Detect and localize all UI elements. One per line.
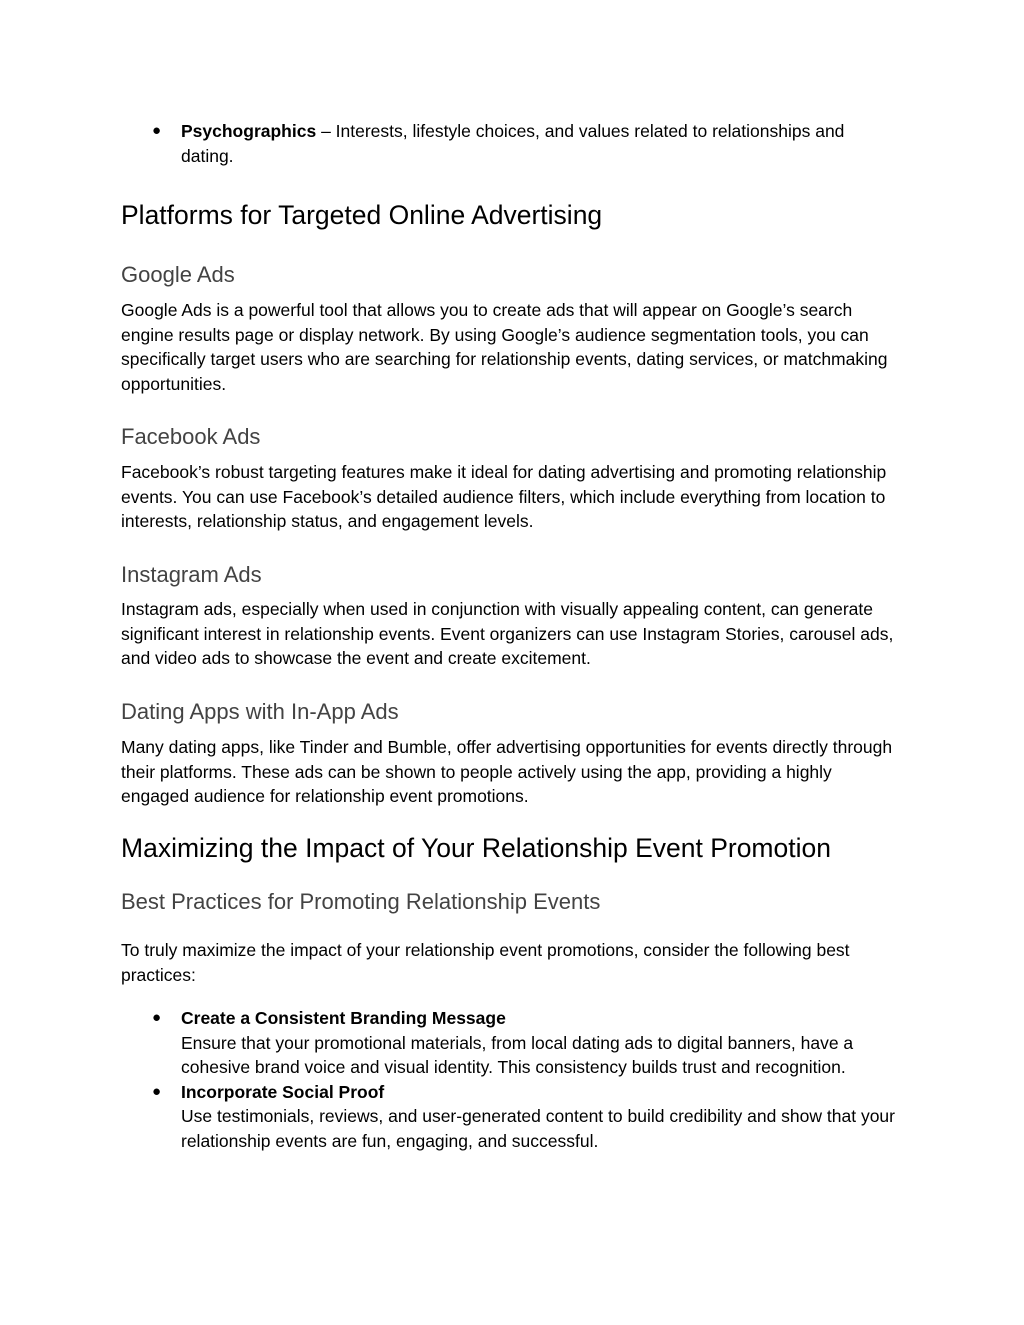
best-practices-list	[121, 1006, 901, 1153]
bullet-term: Psychographics	[181, 121, 317, 141]
bullet-term: Incorporate Social Proof	[181, 1081, 385, 1102]
bullet-icon: ●	[152, 1082, 162, 1100]
subsection-body-facebook-ads: Facebook’s robust targeting features make it ideal for dating advertising and promoting relationship events. You can use Facebook’s detailed audience filters, which include everything from location to interests, relationship status, and engagement levels.	[121, 462, 887, 531]
bullet-text: Use testimonials, reviews, and user-generated content to build credibility and show that your relationship events are fun, engaging, and successful.	[181, 1106, 895, 1151]
bullet-icon: ●	[152, 122, 162, 139]
bullet-term: Create a Consistent Branding Message	[181, 1008, 506, 1028]
bullet-icon: ●	[152, 1009, 162, 1026]
section-heading-maximizing: Maximizing the Impact of Your Relationship Event Promotion	[121, 833, 831, 863]
subsection-heading-dating-apps: Dating Apps with In-App Ads	[121, 699, 399, 724]
section-heading-platforms: Platforms for Targeted Online Advertising	[121, 200, 603, 230]
subsection-heading-best-practices: Best Practices for Promoting Relationship Events	[121, 889, 601, 914]
intro-bullet-list	[121, 119, 901, 168]
subsection-body-google-ads: Google Ads is a powerful tool that allows you to create ads that will appear on Google’s search engine results page or display network. By using Google’s audience segmentation tools, you can specifically target users who are searching for relationship events, dating services, or matchmaking opportunities.	[121, 300, 888, 394]
subsection-heading-instagram-ads: Instagram Ads	[121, 562, 262, 587]
list-item	[121, 1080, 901, 1154]
bullet-text: Ensure that your promotional materials, from local dating ads to digital banners, have a cohesive brand voice and visual identity. This consistency builds trust and recognition.	[181, 1032, 854, 1077]
list-item	[121, 1006, 901, 1080]
subsection-body-dating-apps: Many dating apps, like Tinder and Bumble, offer advertising opportunities for events directly through their platforms. These ads can be shown to people actively using the app, providing a highly engaged audience for relationship event promotions.	[121, 737, 893, 806]
subsection-body-instagram-ads: Instagram ads, especially when used in conjunction with visually appealing content, can generate significant interest in relationship events. Event organizers can use Instagram Stories, carousel ads, and video ads to showcase the event and create excitement.	[121, 599, 894, 668]
subsection-heading-google-ads: Google Ads	[121, 262, 235, 287]
bullet-text: – Interests, lifestyle choices, and values related to relationships and dating.	[181, 121, 845, 166]
list-item	[121, 119, 901, 168]
subsection-heading-facebook-ads: Facebook Ads	[121, 424, 261, 449]
best-practices-intro: To truly maximize the impact of your relationship event promotions, consider the following best practices:	[121, 940, 850, 985]
